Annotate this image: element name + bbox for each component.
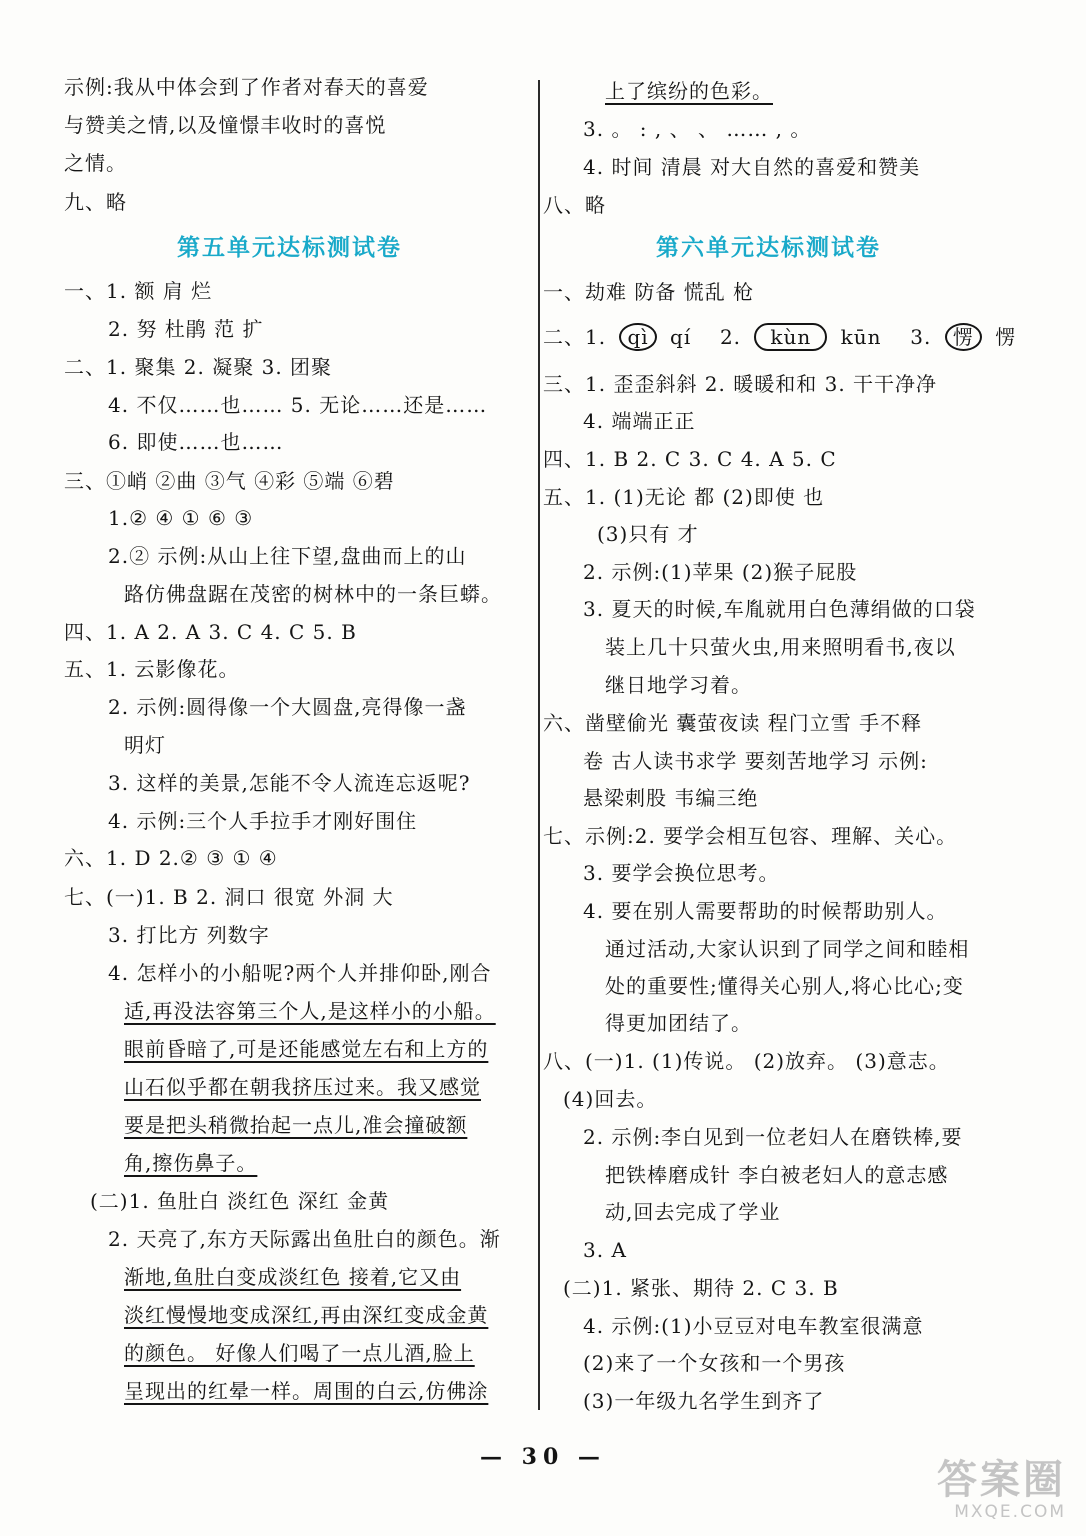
underlined-line: 渐地,鱼肚白变成淡红色 接着,它又由 — [124, 1265, 462, 1289]
watermark-url: MXQE.COM — [954, 1502, 1066, 1522]
answer-line: 3. 要学会换位思考。 — [583, 861, 780, 885]
answer-line: 六、1. D 2.② ③ ① ④ — [64, 846, 278, 870]
answer-line: 把铁棒磨成针 李白被老妇人的意志感 — [605, 1163, 949, 1187]
pinyin-answer: qí — [670, 325, 692, 349]
answer-line: 四、1. A 2. A 3. C 4. C 5. B — [64, 620, 357, 644]
character-answer: 愣 — [995, 325, 1017, 349]
answer-line: 4. 要在别人需要帮助的时候帮助别人。 — [583, 899, 948, 923]
answer-line: 2. 示例:李白见到一位老妇人在磨铁棒,要 — [583, 1125, 963, 1149]
answer-line: 4. 不仅……也…… 5. 无论……还是…… — [108, 393, 488, 417]
answer-line: 七、(一)1. B 2. 洞口 很宽 外洞 大 — [64, 885, 394, 909]
answer-line: 4. 示例:三个人手拉手才刚好围住 — [108, 809, 418, 833]
text-line: 示例:我从中体会到了作者对春天的喜爱 — [64, 75, 429, 99]
answer-line: 2. 示例:圆得像一个大圆盘,亮得像一盏 — [108, 695, 467, 719]
answer-line: 动,回去完成了学业 — [605, 1200, 781, 1224]
answer-line: 五、1. 云影像花。 — [64, 657, 240, 681]
answer-line: 处的重要性;懂得关心别人,将心比心;变 — [605, 974, 964, 998]
answer-line: 通过活动,大家认识到了同学之间和睦相 — [605, 937, 970, 961]
answer-line: 3. 这样的美景,怎能不令人流连忘返呢? — [108, 771, 471, 795]
watermark-logo — [937, 1458, 1066, 1522]
text-line: 九、略 — [64, 190, 127, 214]
answer-line: 五、1. (1)无论 都 (2)即使 也 — [543, 485, 825, 509]
underlined-line: 淡红慢慢地变成深红,再由深红变成金黄 — [124, 1303, 489, 1327]
answer-line: 卷 古人读书求学 要刻苦地学习 示例: — [583, 749, 928, 773]
answer-line: 2.② 示例:从山上往下望,盘曲而上的山 — [108, 544, 467, 568]
q2-prefix: 二、1. — [543, 325, 607, 349]
underlined-line: 呈现出的红晕一样。周围的白云,仿佛涂 — [124, 1379, 489, 1403]
answer-line: 八、(一)1. (1)传说。 (2)放弃。 (3)意志。 — [543, 1049, 950, 1073]
text-line: 与赞美之情,以及憧憬丰收时的喜悦 — [64, 113, 387, 137]
text-line: 之情。 — [64, 151, 127, 175]
answer-line: (二)1. 鱼肚白 淡红色 深红 金黄 — [90, 1189, 390, 1213]
answer-line: 悬梁刺股 韦编三绝 — [583, 786, 759, 810]
answer-line: 1.② ④ ① ⑥ ③ — [108, 506, 254, 530]
answer-line: 4. 示例:(1)小豆豆对电车教室很满意 — [583, 1314, 924, 1338]
answer-line: 4. 端端正正 — [583, 409, 696, 433]
circled-pinyin: kùn — [754, 323, 827, 351]
answer-line: (二)1. 紧张、期待 2. C 3. B — [563, 1276, 839, 1300]
watermark-text: 答案圈 — [937, 1456, 1066, 1503]
answer-line: 2. 天亮了,东方天际露出鱼肚白的颜色。渐 — [108, 1227, 501, 1251]
answer-line: 继日地学习着。 — [605, 673, 752, 697]
answer-line: 一、劫难 防备 慌乱 枪 — [543, 280, 755, 304]
circled-pinyin: qì — [619, 323, 656, 351]
answer-line: 6. 即使……也…… — [108, 430, 284, 454]
column-divider — [538, 80, 540, 1410]
answer-line: 3. 夏天的时候,车胤就用白色薄绢做的口袋 — [583, 597, 976, 621]
q2-num: 2. — [719, 325, 742, 349]
underlined-line: 上了缤纷的色彩。 — [605, 79, 773, 103]
underlined-line: 山石似乎都在朝我挤压过来。我又感觉 — [124, 1075, 481, 1099]
answer-line: 2. 示例:(1)苹果 (2)猴子屁股 — [583, 560, 858, 584]
answer-line: (3)只有 才 — [597, 522, 699, 546]
answer-line: 二、1. 聚集 2. 凝聚 3. 团聚 — [64, 355, 333, 379]
q2-num: 3. — [910, 325, 932, 349]
pinyin-answer-line — [543, 322, 1016, 352]
answer-line: 4. 怎样小的小船呢?两个人并排仰卧,刚合 — [108, 961, 492, 985]
answer-line: 四、1. B 2. C 3. C 4. A 5. C — [543, 447, 837, 471]
circled-character: 愣 — [945, 323, 982, 351]
answer-line: 三、①峭 ②曲 ③气 ④彩 ⑤端 ⑥碧 — [64, 469, 395, 493]
answer-line: 明灯 — [124, 733, 166, 757]
underlined-line: 要是把头稍微抬起一点儿,准会撞破额 — [124, 1113, 468, 1137]
answer-line: 3. 。 : , 、 、 …… , 。 — [583, 117, 812, 141]
answer-line: 2. 努 杜鹃 范 扩 — [108, 317, 264, 341]
underlined-line: 眼前昏暗了,可是还能感觉左右和上方的 — [124, 1037, 489, 1061]
page-number: — 30 — — [480, 1444, 606, 1470]
answer-line: 得更加团结了。 — [605, 1011, 752, 1035]
pinyin-answer: kūn — [840, 325, 882, 349]
answer-line: 六、凿壁偷光 囊萤夜读 程门立雪 手不释 — [543, 711, 923, 735]
answer-line: (3)一年级九名学生到齐了 — [583, 1389, 825, 1413]
answer-line: 装上几十只萤火虫,用来照明看书,夜以 — [605, 635, 956, 659]
answer-line: 3. 打比方 列数字 — [108, 923, 270, 947]
answer-line: 一、1. 额 肩 烂 — [64, 279, 213, 303]
underlined-line: 适,再没法容第三个人,是这样小的小船。 — [124, 999, 496, 1023]
answer-line: (2)来了一个女孩和一个男孩 — [583, 1351, 846, 1375]
answer-line: 3. A — [583, 1238, 627, 1262]
answer-line: 七、示例:2. 要学会相互包容、理解、关心。 — [543, 824, 958, 848]
underlined-line: 角,擦伤鼻子。 — [124, 1151, 258, 1175]
section-title-unit5: 第五单元达标测试卷 — [177, 234, 402, 261]
section-title-unit6: 第六单元达标测试卷 — [656, 234, 881, 261]
answer-line: 4. 时间 清晨 对大自然的喜爱和赞美 — [583, 155, 921, 179]
underlined-line: 的颜色。 好像人们喝了一点儿酒,脸上 — [124, 1341, 475, 1365]
answer-line: (4)回去。 — [563, 1087, 658, 1111]
answer-line: 八、略 — [543, 193, 606, 217]
answer-line: 三、1. 歪歪斜斜 2. 暖暖和和 3. 干干净净 — [543, 372, 938, 396]
answer-line: 路仿佛盘踞在茂密的树林中的一条巨蟒。 — [124, 582, 502, 606]
